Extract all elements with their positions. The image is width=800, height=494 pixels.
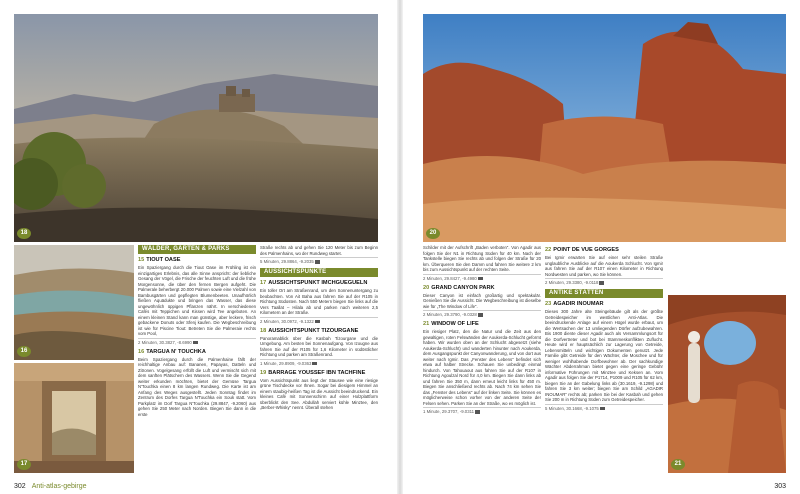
canyon-image (423, 14, 786, 242)
qr-icon (599, 281, 604, 285)
qr-icon (315, 320, 320, 324)
entry-meta: 1 Minute, 29.8909, -9.0363 (260, 359, 378, 367)
entry-meta: 1 Minute, 29.3707, -9.0311 (423, 407, 541, 415)
qr-icon (315, 260, 320, 264)
entry-meta: 2 Minuten, 30.3827, -8.6990 (138, 338, 256, 346)
entry-title: 18 AUSSICHTSPUNKT TIZOURGANE (260, 327, 359, 334)
qr-icon (475, 410, 480, 414)
entry-title: 16 TARGUA N' TOUCHKA (138, 348, 206, 355)
qr-icon (478, 313, 483, 317)
qr-icon (478, 277, 483, 281)
entry-text: Dieses 300 Jahre alte Steingebäude gilt als der größte Getreidespeicher im westlichen Anti-Atlas. Die beeindruckende Anlage auf einem Hügel wurde erbaut, um die Wertsachen der 13 umliegenden Dörfer aufzubewahren. Bis 1900 diente dieser Agadir auch als Versammlungsort für die Dorfvertreter und bot bei Stammeskonflikten Zuflucht. Heute wird er hauptsächlich zur Lagerung von Getreide, Lebensmitteln und wichtigen Dokumenten genutzt. Jede Familie gibt Getreide für den Wächter, die Moschee und für weniger wohlhabende Dorfbewohner ab. Der sachkundige Wächter Abderrahman bietet gegen eine geringe Gebühr informative Führungen mit Minztee und Keksen an. Vom Agadir aus folgen Sie der P1714, P1009 und R105 für 62 km, biegen Sie an der Gabelung links ab (30.1619, -9.1298) und fahren Sie 3 km weiter; biegen Sie am Schild „AGADIR INOUMAR“ rechts ab; parken Sie bei der Kasbah und gehen Sie 200 m in Richtung Süden zum Getreidespeicher. (545, 309, 663, 402)
entry-text: Panoramablick über die Kasbah Tizourgane und die Umgebung. Am besten bei Sonnenaufgang. Von Izougne aus fahren Sie auf der R105 für 1,6 Kilometer in südöstlicher Richtung und parken am Straßenrand. (260, 335, 378, 357)
photo-number-badge: 16 (17, 346, 31, 357)
left-page-footer (14, 483, 87, 490)
qr-icon (600, 407, 605, 411)
kasbah-landscape-image (14, 14, 378, 242)
entry-meta: 2 Minuten, 29.3380, -9.0118 (545, 278, 663, 286)
entry-text: Bei Igmir erwarten Sie auf einer sehr steilen Straße unglaubliche Ausblicke auf die Aoukerda Schlucht. Von Igmir aus fahren Sie auf der R107 einen Kilometer in Richtung Nordwesten und parken, wo Sie können. (545, 255, 663, 277)
entry-meta: 2 Minuten, 29.8427, -9.4980 (423, 274, 541, 282)
entry-title: 20 GRAND CANYON PARK (423, 284, 495, 291)
entry-title: 17 AUSSICHTSPUNKT IMCHGUEGUELN (260, 280, 368, 286)
page-number: 302 (14, 483, 26, 490)
photo-kasbah-hill (14, 14, 378, 242)
right-column-1 (423, 245, 541, 418)
entry-text: Vom Aussichtspunkt aus liegt der Stausee wie eine riesige grüne Tischdecke vor Ihnen. Sogar bei diesigem Himmel an einem staubig-heißen Tag ist die Aussicht beeindruckend. Ein kleines Café mit Sonnenschirm auf einer Holzplattform überblickt den See. Abdullah serviert kühle Minztee, den „Berber-Whisky“ nennt. Überall stehen (260, 377, 378, 410)
rock-window-image (668, 295, 786, 473)
right-column-2 (545, 245, 663, 415)
entry-meta: 5 Minuten, 30.1668, -9.1075 (545, 404, 663, 412)
lake-image (14, 245, 134, 360)
entry-title: 22 POINT DE VUE GORGES (545, 247, 619, 253)
right-page-footer (774, 483, 786, 490)
entry-text: Dieser Canyon ist einfach großartig und spektakulär. Genießen Sie die Aussicht. Die Wegbeschreibung ist dieselbe wie für „The Window of Life“. (423, 292, 541, 309)
entry-text: Beim Spaziergang durch die Palmenhaine fällt der reichhaltige Anbau auf: Bananen, Papayas, Datteln und Zitronen. Vogelgesang erfüllt die Luft und vermischt sich mit dem sanften Plätschern des Wassers. Wenn Sie die Gegend weiter erkunden möchten, bietet der Gemüse Targua N'Touchka einen 8 km langen Rundweg. Die Karte ist am Anfang des Weges ausgestellt. Jeden Sonntag findet im Zentrum des Dorfes Targua N'Touchka ein Souk statt. Vom Parkplatz im Dorf Targua N'Touchka (29.8847, -9.2060) aus gehen Sie 250 Meter nach Norden. Biegen Sie dann in die erste (138, 356, 256, 417)
photo-canyon (423, 14, 786, 242)
entry-title: 23 AGADIR INOUMAR (545, 301, 604, 307)
photo-lake (14, 245, 134, 360)
entry-meta: 5 Minuten, 29.8864, -9.2035 (260, 257, 378, 265)
photo-number-badge: 18 (17, 228, 31, 239)
photo-number-badge: 21 (671, 459, 685, 470)
section-heading: AUSSICHTSPUNKTE (260, 268, 378, 277)
entry-text: Ein riesiger Platz, den die Natur und die Zeit aus den gewaltigen, roten Felswänden der Aoukerda-Schlucht geformt haben. Wir wurden oben an der Schlucht abgesetzt (siehe Aoukerda-Schlucht) und wanderten hinunter nach Aoukerda, dem Ausgangspunkt der Canyonwanderung, und von dort aus weiter nach Igmir. Das „Fenster des Lebens“ befindet sich etwa auf halber Strecke. Schauen Sie unbedingt einmal hindurch. Von Tahouaout aus fahren Sie auf der R107 in Richtung Agoulzal Nord für 4,0 km. Biegen Sie dann links ab und fahren Sie 350 m, dann erneut leicht links für 450 m. Biegen Sie anschließend rechts ab. Nach 74 km sehen Sie das „Fenster des Lebens“ auf der linken Seite. Sie können es möglicherweise schon vorher von der anderen Seite der Felsen sehen. Parken Sie an der Straße, wo es möglich ist. (423, 329, 542, 406)
entry-text: Straße rechts ab und gehen Sie 120 Meter bis zum Beginn des Palmenhains, wo der Rundweg startet. (260, 245, 378, 256)
entry-meta: 2 Minuten, 29.3790, -9.0328 (423, 310, 541, 318)
photo-number-badge: 17 (17, 459, 31, 470)
gate-image (14, 363, 134, 473)
photo-number-badge: 20 (426, 228, 440, 239)
photo-gate (14, 363, 134, 473)
entry-text: Ein Spaziergang durch die Tiout Oase im Frühling ist ein einzigartiges Erlebnis, das alle Sinne anspricht: der liebliche Gesang der Vögel, die Frische der feuchten Luft und die frühe Morgensonne, die über den fernen Bergen aufgeht. Die Palmerale beherbergt 20.000 Palmen sowie eine Vielzahl von Bambusgärten und gepflegten Blumenbeeten. Unaufhörlich fließen Aquädukte und bringen das Wasser, das diese ungewöhnlich üppigen Pflanzen nährt. In verschiedenen Cafés mit Teppichen und Kissen wird Tee angeboten. An einem kleinen Stand kann man günstige, aber leckere, frisch gebackene Donuts oder Sfenj kaufen. Die Wegbeschreibung ist wie für Piscine Tiout: Betreten Sie die Palmeraie rechts vom Pool, (138, 265, 256, 336)
page-number: 303 (774, 483, 786, 490)
entry-title: 21 WINDOW OF LIFE (423, 321, 479, 327)
entry-title: 15 TIOUT OASE (138, 257, 181, 263)
entry-text: Schilder mit der Aufschrift „Baden verboten“. Von Agadir aus folgen Sie der N1 in Richtung Süden für 40 km. Nach der Tankstelle biegen Sie rechts ab und folgen der Straße für 20 km. Überqueren Sie den Damm und fahren Sie weitere 2 km bis zum Aussichtspunkt auf der rechten Seite. (423, 245, 541, 272)
entry-title: 19 BARRAGE YOUSSEF IBN TACHFINE (260, 369, 366, 376)
qr-icon (312, 362, 317, 366)
entry-text: Ein toller Ort am Straßenrand, um den Sonnenuntergang zu beobachten. Von Ait Baha aus fahren Sie auf der R105 in Richtung Südosten. Nach 550 Metern biegen Sie links auf die Vers Taallat – Hilala ab und parken nach weiteren 2,5 Kilometern an der Straße. (260, 288, 378, 315)
section-heading: WÄLDER, GÄRTEN & PARKS (138, 245, 256, 254)
book-gutter (397, 0, 403, 494)
chapter-title: Anti-atlas-gebirge (31, 483, 87, 490)
section-heading: ANTIKE STÄTTEN (545, 289, 663, 298)
left-column-1 (138, 245, 256, 418)
entry-meta: 2 Minuten, 30.0972, -9.1322 (260, 317, 378, 325)
photo-rock-window (668, 295, 786, 473)
left-column-2 (260, 245, 378, 412)
qr-icon (193, 341, 198, 345)
